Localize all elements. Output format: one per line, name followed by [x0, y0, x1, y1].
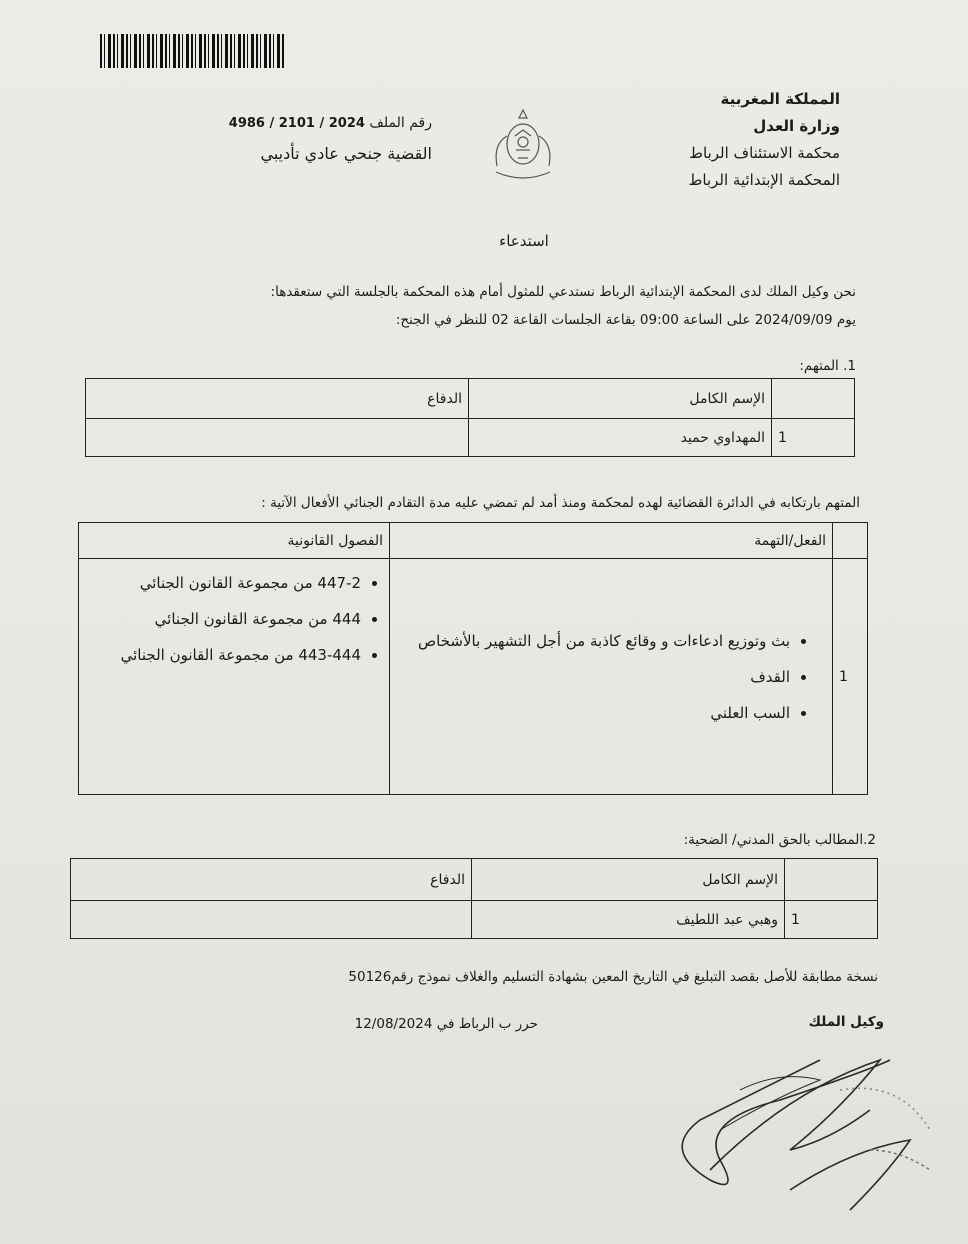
issue-place-date: حرر ب الرباط في 12/08/2024 [354, 1016, 538, 1032]
accused-table [85, 378, 855, 457]
copy-note: نسخة مطابقة للأصل بقصد التبليغ في التاريخ المعين بشهادة التسليم والغلاف نموذج رقم50126 [348, 969, 878, 985]
intro-line-2: يوم 2024/09/09 على الساعة 09:00 بقاعة الجلسات القاعة 02 للنظر في الجنح: [395, 312, 856, 328]
royal-emblem-icon [482, 106, 564, 184]
charges-intro: المتهم بارتكابه في الدائرة القضائية لهده لمحكمة ومنذ أمد لم تمضي عليه مدة التقادم الجنائي الأفعال الآتية : [261, 495, 860, 511]
accused-defense [86, 419, 469, 457]
accused-heading: 1. المتهم: [799, 358, 856, 374]
file-number: 4986 / 2101 / 2024 [228, 116, 365, 131]
case-info [200, 108, 432, 169]
victim-defense [71, 901, 472, 939]
header-full-name: الإسم الكامل [472, 859, 785, 901]
article-item: • 444 من مجموعة القانون الجنائي [85, 601, 361, 637]
header-full-name: الإسم الكامل [469, 379, 772, 419]
case-type: القضية جنحي عادي تأديبي [260, 144, 432, 163]
header-defense: الدفاع [71, 859, 472, 901]
kingdom-label: المملكة المغربية [720, 90, 840, 108]
ministry-label: وزارة العدل [753, 117, 840, 135]
signatory-title: وكيل الملك [808, 1014, 884, 1030]
article-item: • 443-444 من مجموعة القانون الجنائي [85, 637, 361, 673]
charge-item: • القدف [396, 659, 790, 695]
charges-list [396, 623, 812, 731]
table-row: 1 • بث وتوزيع ادعاءات و وقائع كاذبة من أجل التشهير بالأشخاص • القدف • السب العلني • 447-2 من مجموعة القانون الجنائي • 444 من مجموعة القانون الجنائي • 443-444 من مجموعة القانون الجنائي [79, 559, 868, 795]
document-title: استدعاء [499, 232, 549, 250]
table-row: 1 المهداوي حميد [86, 419, 855, 457]
civil-party-table [70, 858, 878, 939]
charges-table [78, 522, 868, 795]
court-label: المحكمة الإبتدائية الرباط [688, 171, 840, 189]
table-row: 1 وهبي عبد اللطيف [71, 901, 878, 939]
header-defense: الدفاع [86, 379, 469, 419]
victim-name: وهبي عبد اللطيف [472, 901, 785, 939]
file-number-label: رقم الملف [369, 115, 432, 131]
articles-list [85, 565, 383, 673]
charge-item: • بث وتوزيع ادعاءات و وقائع كاذبة من أجل التشهير بالأشخاص [396, 623, 790, 659]
header-charge: الفعل/التهمة [390, 523, 833, 559]
header-articles: الفصول القانونية [79, 523, 390, 559]
intro-line-1: نحن وكيل الملك لدى المحكمة الإبتدائية الرباط نستدعي للمثول أمام هذه المحكمة بالجلسة التي ستعقدها: [270, 284, 856, 300]
article-item: • 447-2 من مجموعة القانون الجنائي [85, 565, 361, 601]
appeal-court-label: محكمة الاستئناف الرباط [689, 144, 840, 162]
signature-stamp [640, 1030, 940, 1220]
civil-party-heading: 2.المطالب بالحق المدني/ الضحية: [683, 832, 876, 848]
barcode [100, 34, 286, 68]
charge-item: • السب العلني [396, 695, 790, 731]
accused-name: المهداوي حميد [469, 419, 772, 457]
institution-header [689, 86, 840, 194]
